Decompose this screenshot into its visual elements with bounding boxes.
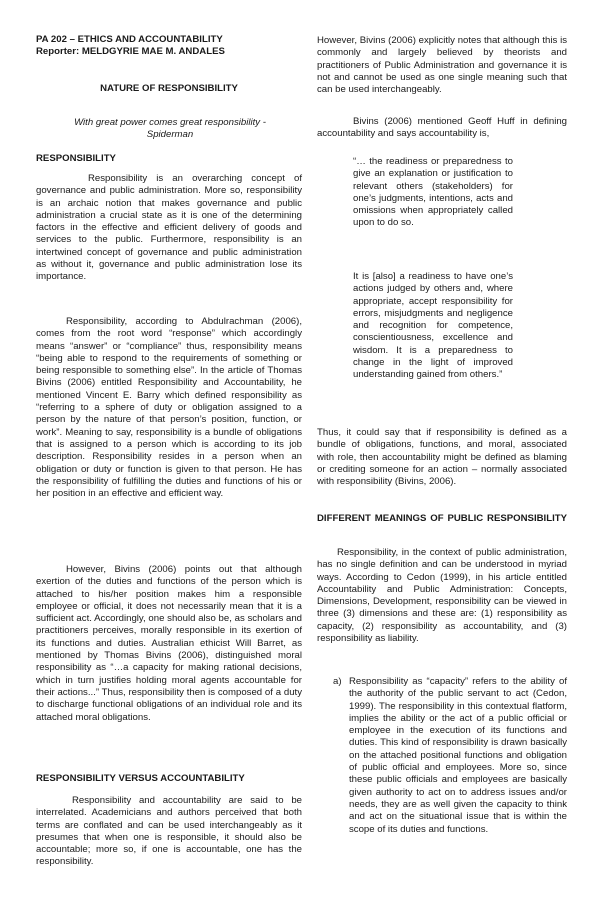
block-quote: It is [also] a readiness to have one’s actions judged by others and, where appropriate, accept responsibility for errors, misjudgments and negligence and recognition for competence, conscientiousness, excellence and wisdom. It is a preparedness to change in the light of improved understanding gained from others.” bbox=[353, 271, 513, 381]
paragraph: Responsibility is an overarching concept of governance and public administration. More so, responsibility is an archaic notion that makes governance and public administration a crucial state as it is one of the determining factors in the effective and efficient delivery of goods and services to the public. Furthermore, responsibility is an intertwined concept of governance and public administration as without it, governance and public administration lose its importance. bbox=[36, 173, 302, 283]
document-header bbox=[36, 34, 302, 59]
section-heading-versus: RESPONSIBILITY VERSUS ACCOUNTABILITY bbox=[36, 773, 245, 784]
paragraph: However, Bivins (2006) explicitly notes that although this is commonly and largely believed by theorists and practitioners of Public Administration and governance it is not and cannot be used as one single meaning such that can be used interchangeably. bbox=[317, 35, 567, 96]
epigraph-attribution: Spiderman bbox=[146, 129, 194, 141]
heading-text: DIFFERENT MEANINGS OF PUBLIC RESPONSIBILITY bbox=[317, 513, 567, 524]
paragraph: Thus, it could say that if responsibility is defined as a bundle of obligations, functions, and moral, associated with role, then accountability might be defined as blaming or crediting someone for an action – normally associated with responsibility (Bivins, 2006). bbox=[317, 427, 567, 488]
paragraph: However, Bivins (2006) points out that although exertion of the duties and functions of the person which is attached to his/her position makes him a responsible employee or official, it does not necessarily mean that it is a sufficient act. Accordingly, one should also be, as scholars and practitioners perceives, morally responsible in its exertion of its functions and duties. Australian ethicist Will Barret, as mentioned by Thomas Bivins (2006), distinguished moral responsibility as “…a capacity for making rational decisions, which in turn justifies holding moral agents accountable for their actions...” Thus, responsibility then is composed of a duty to discharge functional obligations of an individual role and its attached moral obligations. bbox=[36, 564, 302, 723]
section-heading-meanings bbox=[317, 513, 567, 525]
section-heading-responsibility: RESPONSIBILITY bbox=[36, 153, 116, 164]
paragraph: Bivins (2006) mentioned Geoff Huff in defining accountability and says accountability is, bbox=[317, 116, 567, 140]
block-quote: “… the readiness or preparedness to give an explanation or justification to relevant others (stakeholders) for one’s judgments, intentions, acts and omissions when appropriately called upon to do so. bbox=[353, 156, 513, 229]
epigraph-text: With great power comes great responsibility - bbox=[74, 117, 266, 128]
list-marker: a) bbox=[333, 676, 342, 687]
paragraph: Responsibility and accountability are said to be interrelated. Academicians and authors perceived that both terms are conflated and can be used interchangeably as it presumes that when one is responsible, it should also be accountable; more so, if one is accountable, one has the responsibility. bbox=[36, 795, 302, 868]
paragraph: Responsibility, according to Abdulrachman (2006), comes from the root word “response” which accordingly means “answer” or “compliance” thus, responsibility means “being able to respond to the requirements of something or being responsible to something else”. In the article of Thomas Bivins (2006) entitled Responsibility and Accountability, he mentioned Vincent E. Barry which defined responsibility as “referring to a sphere of duty or obligation assigned to a person by the nature of that person’s position, function, or work”. Meaning to say, responsibility is a bundle of obligations that is assigned to a person which is according to its job description. Responsibility resides in a person when an obligation or duty or function is given to that person. He has the responsibility of fulfilling the duties and functions of his or her position in an effective and efficient way. bbox=[36, 316, 302, 500]
epigraph bbox=[50, 117, 290, 142]
list-item-text: Responsibility as “capacity” refers to the ability of the authority of the public servant to act (Cedon, 1999). The responsibility in this contextual flatform, implies the ability or the act of a public official or employee in the execution of its functions and duties. This kind of responsibility is drawn basically on the attached positional functions and obligation of public official and employees. More so, since these public officials and employees are basically given authority to act on to address issues and/or needs, they are as well given the capacity to think and act on the situational issue that is within the scope of its duties and functions. bbox=[349, 676, 567, 835]
page-title: NATURE OF RESPONSIBILITY bbox=[100, 83, 238, 94]
course-title: PA 202 – ETHICS AND ACCOUNTABILITY bbox=[36, 34, 223, 45]
list-item bbox=[333, 676, 567, 836]
reporter-name: Reporter: MELDGYRIE MAE M. ANDALES bbox=[36, 46, 225, 58]
paragraph: Responsibility, in the context of public administration, has no single definition and can be understood in myriad ways. According to Cedon (1999), in his article entitled Accountability and Public Administration: Concepts, Dimensions, Development, responsibility can be viewed in three (3) dimensions and these are: (1) responsibility as capacity, (2) responsibility as accountability, and (3) responsibility as liability. bbox=[317, 547, 567, 645]
